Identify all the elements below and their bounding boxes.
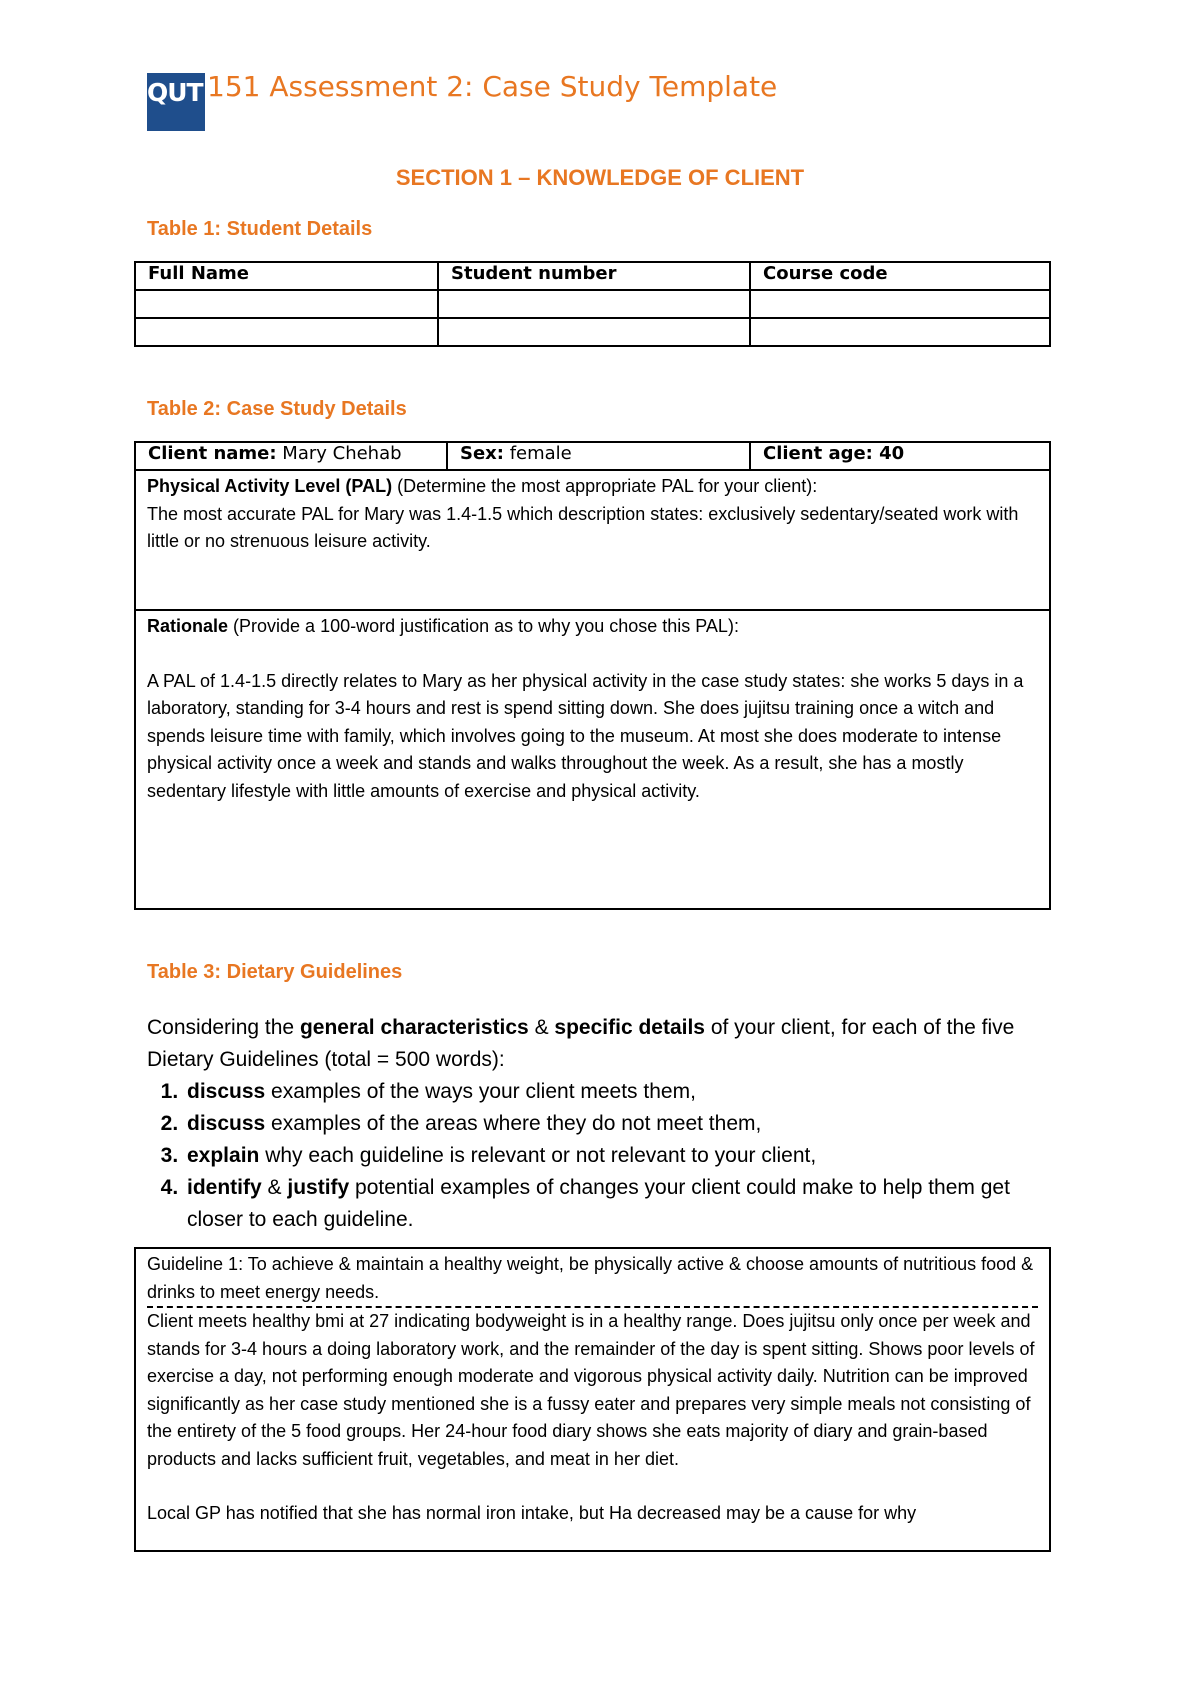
- qut-logo: [147, 73, 205, 131]
- full-name-cell[interactable]: [135, 290, 438, 318]
- pal-cell: [134, 471, 1051, 611]
- list-item: 2. discuss examples of the areas where they do not meet them,: [184, 1108, 1067, 1140]
- sex-label: Sex:: [460, 443, 504, 464]
- header-full-name: Full Name: [135, 262, 438, 290]
- client-name-value: Mary Chehab: [276, 443, 402, 464]
- rationale-answer: A PAL of 1.4-1.5 directly relates to Mary as her physical activity in the case study states: she works 5 days in a laboratory, standing for 3-4 hours and rest is spend sitting down. She does jujitsu training once a witch and spends leisure time with family, which involves going to the museum. At most she does moderate to intense physical activity once a week and stands and walks throughout the week. As a result, she has a mostly sedentary lifestyle with little amounts of exercise and physical activity.: [147, 670, 1024, 801]
- student-details-table: [134, 261, 1051, 347]
- table1-caption: Table 1: Student Details: [147, 218, 373, 240]
- table-header-row: [135, 262, 1050, 290]
- rationale-label: Rationale: [147, 616, 229, 636]
- client-age-cell: Client age: 40: [750, 442, 1050, 470]
- logo-text: QUT: [147, 78, 203, 107]
- guideline1-cell: [134, 1247, 1051, 1552]
- list-item: 3. explain why each guideline is relevant or not relevant to your client,: [184, 1140, 1067, 1172]
- guideline1-para1: Client meets healthy bmi at 27 indicating bodyweight is in a healthy range. Does jujitsu only once per week and stands for 3-4 hours a doing laboratory work, and the remainder of the day is spent sitting. Shows poor levels of exercise a day, not performing enough moderate and vigorous physical activity daily. Nutrition can be improved significantly as her case study mentioned she is a fussy eater and prepares very simple meals not consisting of the entirety of the 5 food groups. Her 24-hour food diary shows she eats majority of diary and grain-based products and lacks sufficient fruit, vegetables, and meat in her diet.: [147, 1311, 1035, 1469]
- table-row: [135, 318, 1050, 346]
- guideline1-para2: Local GP has notified that she has normal iron intake, but Ha decreased may be a cause for why: [147, 1503, 917, 1523]
- pal-label: Physical Activity Level (PAL): [147, 476, 393, 496]
- table3-caption: Table 3: Dietary Guidelines: [147, 961, 403, 983]
- section-title: SECTION 1 – KNOWLEDGE OF CLIENT: [395, 165, 805, 190]
- course-code-cell[interactable]: [750, 290, 1050, 318]
- full-name-cell[interactable]: [135, 318, 438, 346]
- instructions-list: [147, 1076, 1067, 1236]
- sex-value: female: [503, 443, 572, 464]
- rationale-instruction: (Provide a 100-word justification as to why you chose this PAL):: [228, 616, 739, 636]
- client-info-row: [135, 442, 1050, 470]
- table-row: [135, 290, 1050, 318]
- list-item: 1. discuss examples of the ways your client meets them,: [184, 1076, 1067, 1108]
- client-name-cell: [135, 442, 447, 470]
- header-student-number: Student number: [438, 262, 750, 290]
- client-name-label: Client name:: [148, 443, 277, 464]
- course-code-cell[interactable]: [750, 318, 1050, 346]
- case-study-details-table: [134, 441, 1051, 471]
- header-course-code: Course code: [750, 262, 1050, 290]
- pal-instruction: (Determine the most appropriate PAL for your client):: [392, 476, 818, 496]
- student-number-cell[interactable]: [438, 290, 750, 318]
- guideline1-title: Guideline 1: To achieve & maintain a healthy weight, be physically active & choose amounts of nutritious food & drinks to meet energy needs.: [147, 1251, 1038, 1308]
- document-title: 151 Assessment 2: Case Study Template: [207, 70, 778, 103]
- table2-caption: Table 2: Case Study Details: [147, 398, 407, 420]
- rationale-cell: [134, 609, 1051, 910]
- pal-answer: The most accurate PAL for Mary was 1.4-1.5 which description states: exclusively sedentary/seated work with little or no strenuous leisure activity.: [147, 503, 1019, 551]
- student-number-cell[interactable]: [438, 318, 750, 346]
- instructions-intro: Considering the general characteristics & specific details of your client, for each of the five Dietary Guidelines (total = 500 words):: [147, 1016, 1015, 1071]
- sex-cell: [447, 442, 750, 470]
- dietary-guidelines-instructions: [147, 1012, 1067, 1236]
- list-item: 4. identify & justify potential examples of changes your client could make to help them get closer to each guideline.: [184, 1172, 1067, 1236]
